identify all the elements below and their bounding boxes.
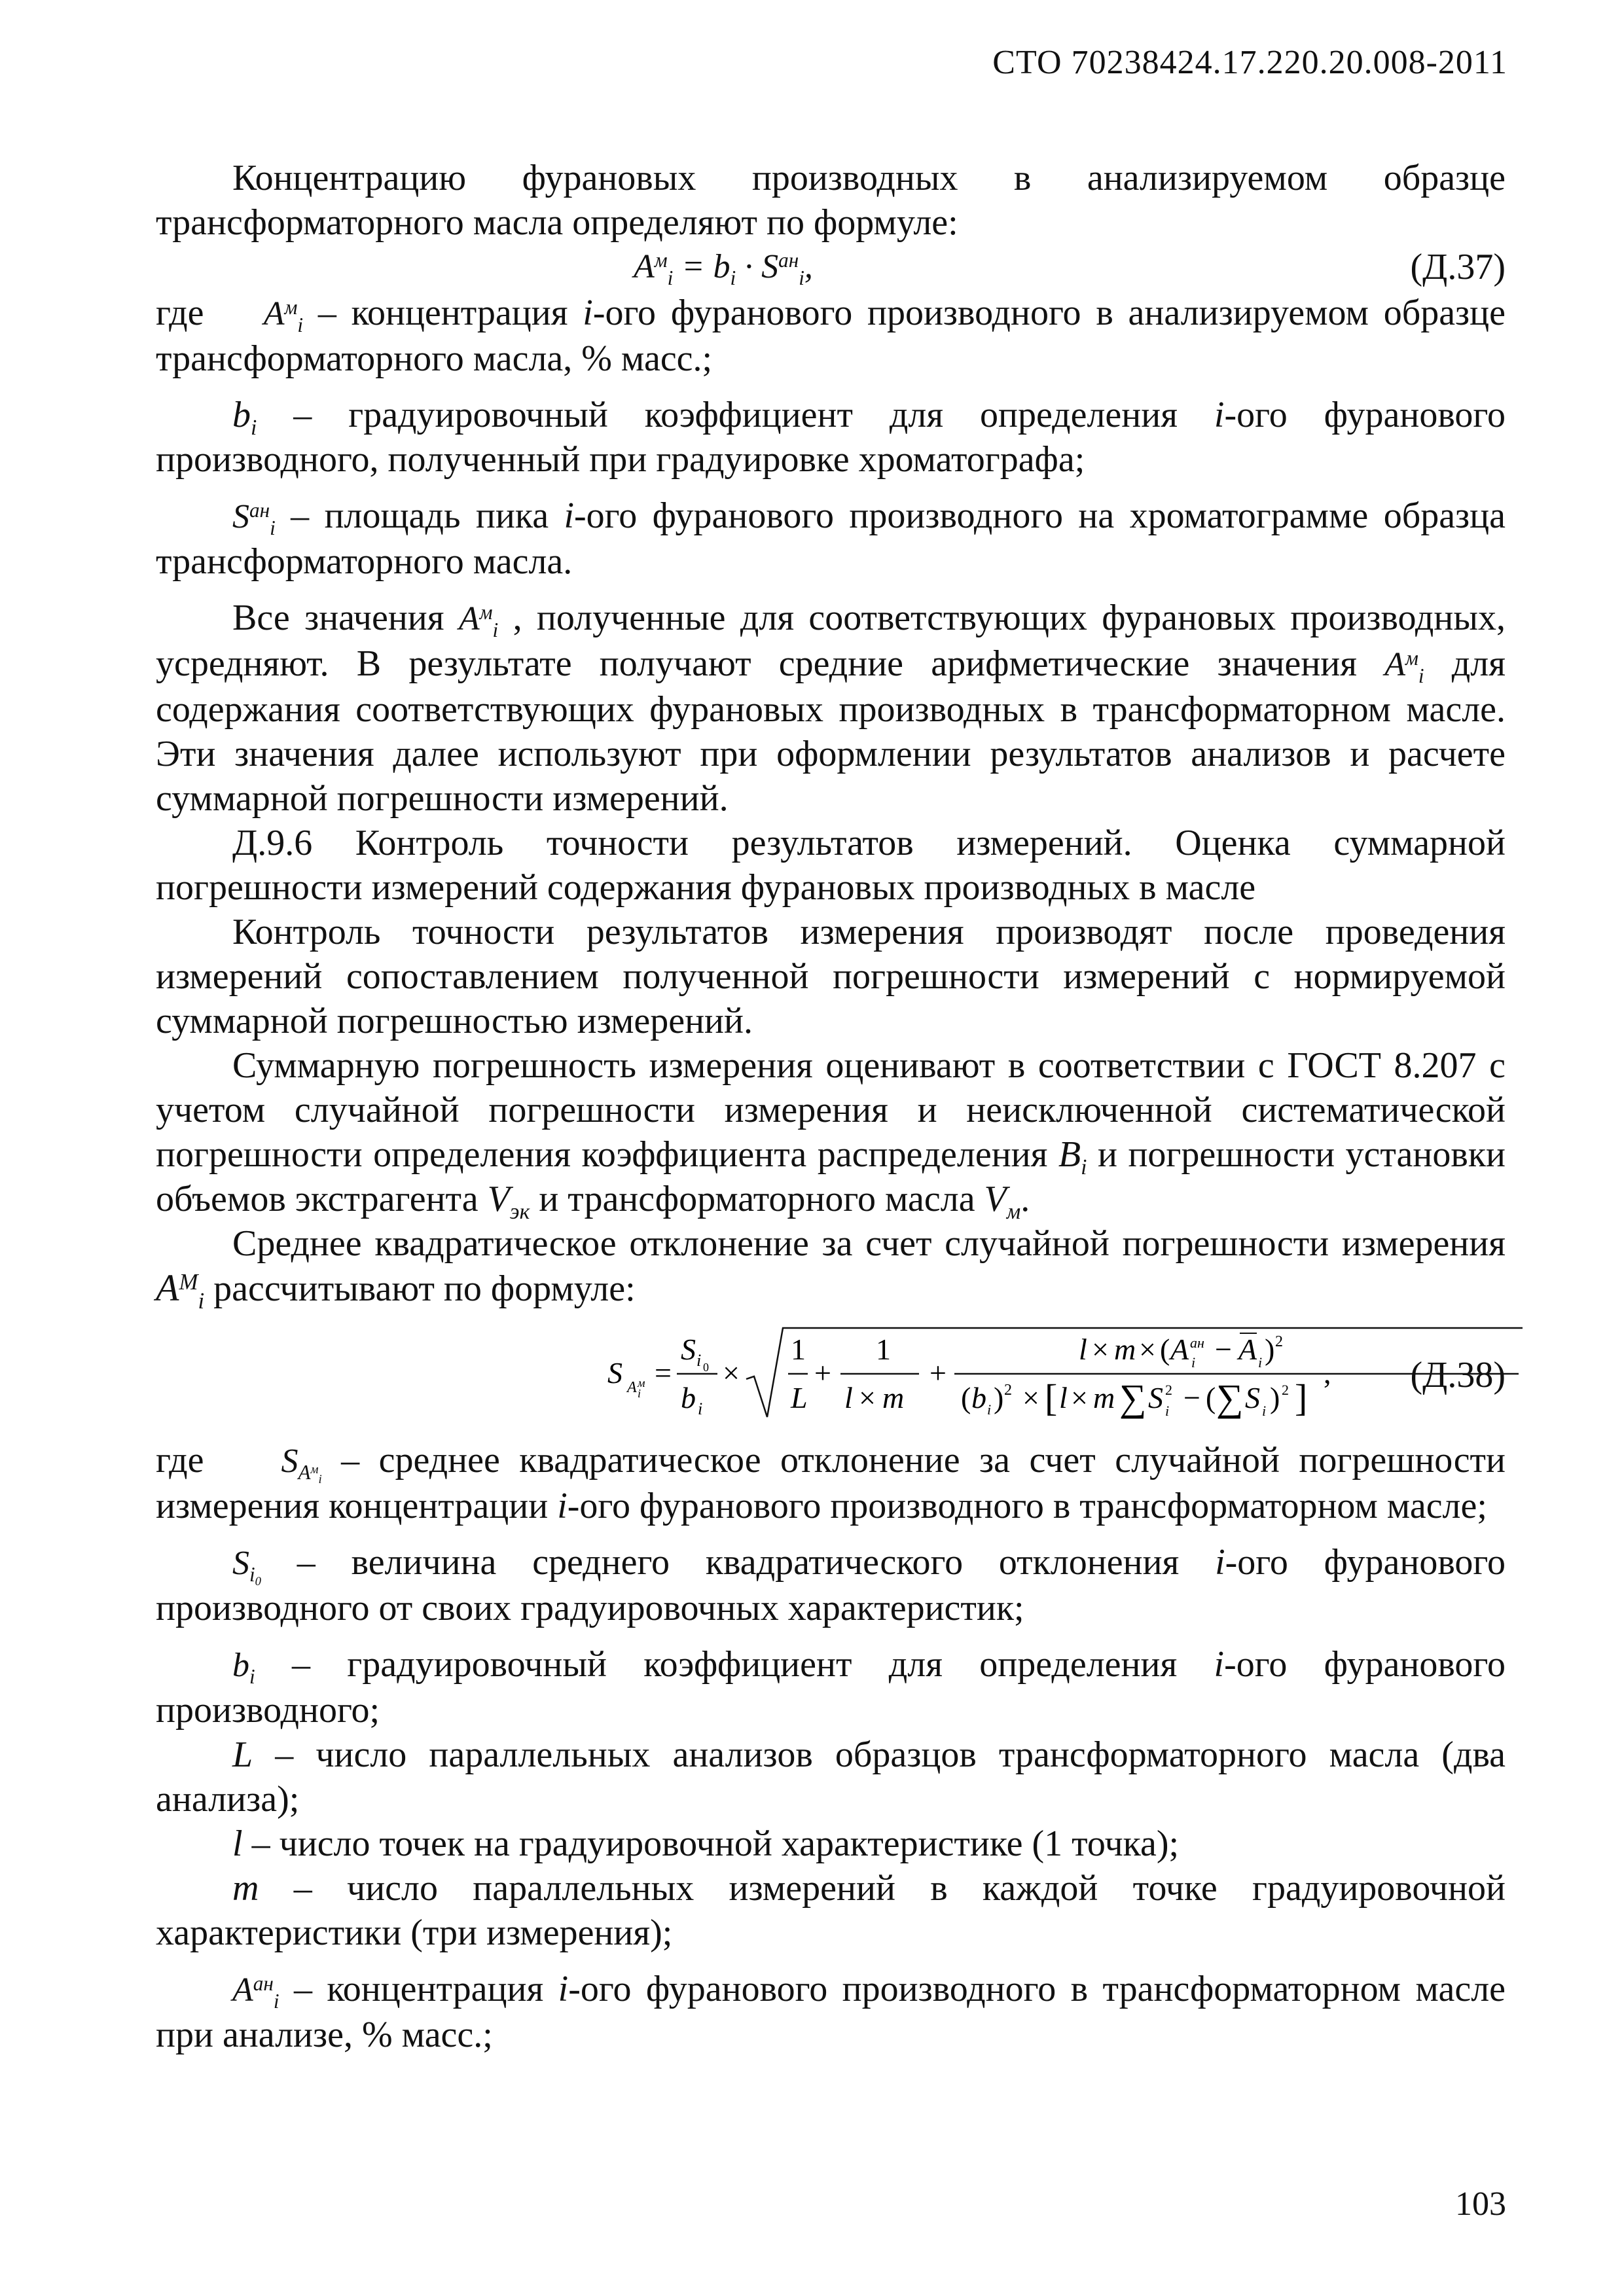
svg-text:): ) <box>994 1381 1004 1414</box>
definition-b-i-2: $b_i$ – градуировочный коэффициент для определения i-ого фуранового производного; <box>156 1644 1506 1731</box>
formula-d38-expression <box>607 1319 1524 1430</box>
svg-text:m: m <box>882 1381 905 1414</box>
svg-text:i: i <box>698 1399 703 1418</box>
formula-d37 <box>156 245 1506 291</box>
paragraph-sko: Среднее квадратическое отклонение за счет случайной погрешности измерения $A^M_i$ рассчитывают по формуле: <box>156 1223 1506 1314</box>
paragraph-control: Контроль точности результатов измерения производят после проведения измерений сопоставлением полученной погрешности измерений с нормируемой суммарной погрешностью измерений. <box>156 912 1506 1041</box>
document-code: СТО 70238424.17.220.20.008-2011 <box>992 44 1507 81</box>
svg-text:∑: ∑ <box>1216 1376 1244 1419</box>
svg-text:A: A <box>1238 1333 1257 1366</box>
paragraph-total-error: Суммарную погрешность измерения оценивают в соответствии с ГОСТ 8.207 с учетом случайной погрешности измерения и неисключенной систематической погрешности определения коэффициента распределения $B_i$ и погрешности установки объемов экстрагента $V_{эк}$ и трансформаторного масла $V_м$. <box>156 1045 1506 1224</box>
formula-d38-number: (Д.38) <box>1410 1355 1506 1395</box>
svg-text:2: 2 <box>1004 1382 1012 1399</box>
svg-text:i: i <box>696 1351 702 1370</box>
svg-text:A: A <box>1170 1333 1189 1366</box>
svg-text:ан: ан <box>1190 1335 1204 1351</box>
svg-text:=: = <box>655 1356 672 1390</box>
svg-text:×: × <box>859 1381 876 1414</box>
svg-text:l: l <box>844 1381 853 1414</box>
svg-text:S: S <box>607 1356 623 1390</box>
section-heading-d96: Д.9.6 Контроль точности результатов измерений. Оценка суммарной погрешности измерений содержания фурановых производных в масле <box>156 823 1506 908</box>
formula-d37-expression: $A^м_i = b_i \cdot S^{ан}_i$, <box>634 248 813 289</box>
svg-text:(: ( <box>1160 1333 1170 1366</box>
svg-text:[: [ <box>1045 1376 1058 1419</box>
definition-a-ian: $A^{ан}_i$ – концентрация i-ого фуранового производного в трансформаторном масле при анализе, % масс.; <box>156 1969 1506 2055</box>
svg-text:S: S <box>1245 1381 1260 1414</box>
svg-text:−: − <box>1215 1333 1232 1366</box>
svg-text:i: i <box>987 1401 992 1418</box>
svg-text:i: i <box>1262 1403 1267 1419</box>
svg-text:l: l <box>1079 1333 1087 1366</box>
svg-text:+: + <box>929 1356 947 1390</box>
svg-text:(: ( <box>1206 1381 1216 1414</box>
definition-s-ian: $S^{ан}_i$ – площадь пика i-ого фуранового производного на хроматограмме образца трансформаторного масла. <box>156 495 1506 582</box>
svg-text:b: b <box>971 1381 986 1414</box>
definition-s-i0: $S_{i_0}$ – величина среднего квадратического отклонения i-ого фуранового производного от своих градуировочных характеристик; <box>156 1542 1506 1628</box>
svg-text:2: 2 <box>1275 1333 1283 1350</box>
svg-text:×: × <box>723 1356 740 1390</box>
svg-text:i: i <box>1165 1403 1170 1419</box>
svg-text:м: м <box>638 1376 645 1390</box>
svg-text:L: L <box>791 1381 808 1414</box>
svg-text:l: l <box>1059 1381 1068 1414</box>
page-body <box>156 156 1506 2057</box>
definition-b-i: $b_i$ – градуировочный коэффициент для определения i-ого фуранового производного, полученный при градуировке хроматографа; <box>156 395 1506 480</box>
svg-text:×: × <box>1139 1333 1156 1366</box>
svg-text:S: S <box>1148 1381 1163 1414</box>
svg-text:i: i <box>1258 1354 1263 1371</box>
svg-text:m: m <box>1114 1333 1136 1366</box>
svg-text:i: i <box>638 1387 641 1400</box>
svg-text:×: × <box>1071 1381 1088 1414</box>
definition-a-im: где $A^м_i$ – концентрация i-ого фуранового производного в анализируемом образце трансформаторного масла, % масс.; <box>156 293 1506 379</box>
svg-text:(: ( <box>961 1381 971 1414</box>
definition-s-aim: где $S_{A^м_i}$ – среднее квадратическое отклонение за счет случайной погрешности измерения концентрации i-ого фуранового производного в трансформаторном масле; <box>156 1440 1506 1526</box>
svg-text:1: 1 <box>791 1333 806 1366</box>
svg-text:×: × <box>1022 1381 1039 1414</box>
svg-text:]: ] <box>1295 1376 1308 1419</box>
definition-m: m – число параллельных измерений в каждой точке градуировочной характеристики (три измерения); <box>156 1868 1506 1953</box>
svg-text:S: S <box>681 1333 696 1366</box>
svg-text:1: 1 <box>876 1333 891 1366</box>
svg-text:): ) <box>1265 1333 1275 1366</box>
svg-text:): ) <box>1270 1381 1280 1414</box>
svg-text:i: i <box>1191 1354 1196 1371</box>
svg-text:0: 0 <box>703 1361 709 1374</box>
svg-text:+: + <box>814 1356 831 1390</box>
page-number: 103 <box>1455 2185 1506 2223</box>
svg-text:−: − <box>1183 1381 1200 1414</box>
svg-text:b: b <box>681 1381 696 1414</box>
paragraph-intro: Концентрацию фурановых производных в анализируемом образце трансформаторного масла определяют по формуле: <box>156 158 1506 243</box>
definition-L: L – число параллельных анализов образцов трансформаторного масла (два анализа); <box>156 1734 1506 1820</box>
svg-text:2: 2 <box>1282 1382 1289 1398</box>
svg-text:2: 2 <box>1165 1382 1172 1398</box>
formula-d38 <box>156 1319 1506 1430</box>
paragraph-averaging: Все значения $A^м_i$ , полученные для соответствующих фурановых производных, усредняют. В результате получают средние арифметические значения $A^м_i$ для содержания соответствующих фурановых производных в трансформаторном масле. Эти значения далее используют при оформлении результатов анализов и расчете суммарной погрешности измерений. <box>156 598 1506 819</box>
svg-text:∑: ∑ <box>1119 1376 1147 1419</box>
svg-text:m: m <box>1093 1381 1115 1414</box>
svg-text:A: A <box>627 1379 637 1396</box>
definition-l: l – число точек на градуировочной характеристике (1 точка); <box>232 1823 1180 1864</box>
svg-text:×: × <box>1092 1333 1109 1366</box>
formula-d37-number: (Д.37) <box>1410 247 1506 287</box>
svg-text:,: , <box>1324 1356 1331 1390</box>
